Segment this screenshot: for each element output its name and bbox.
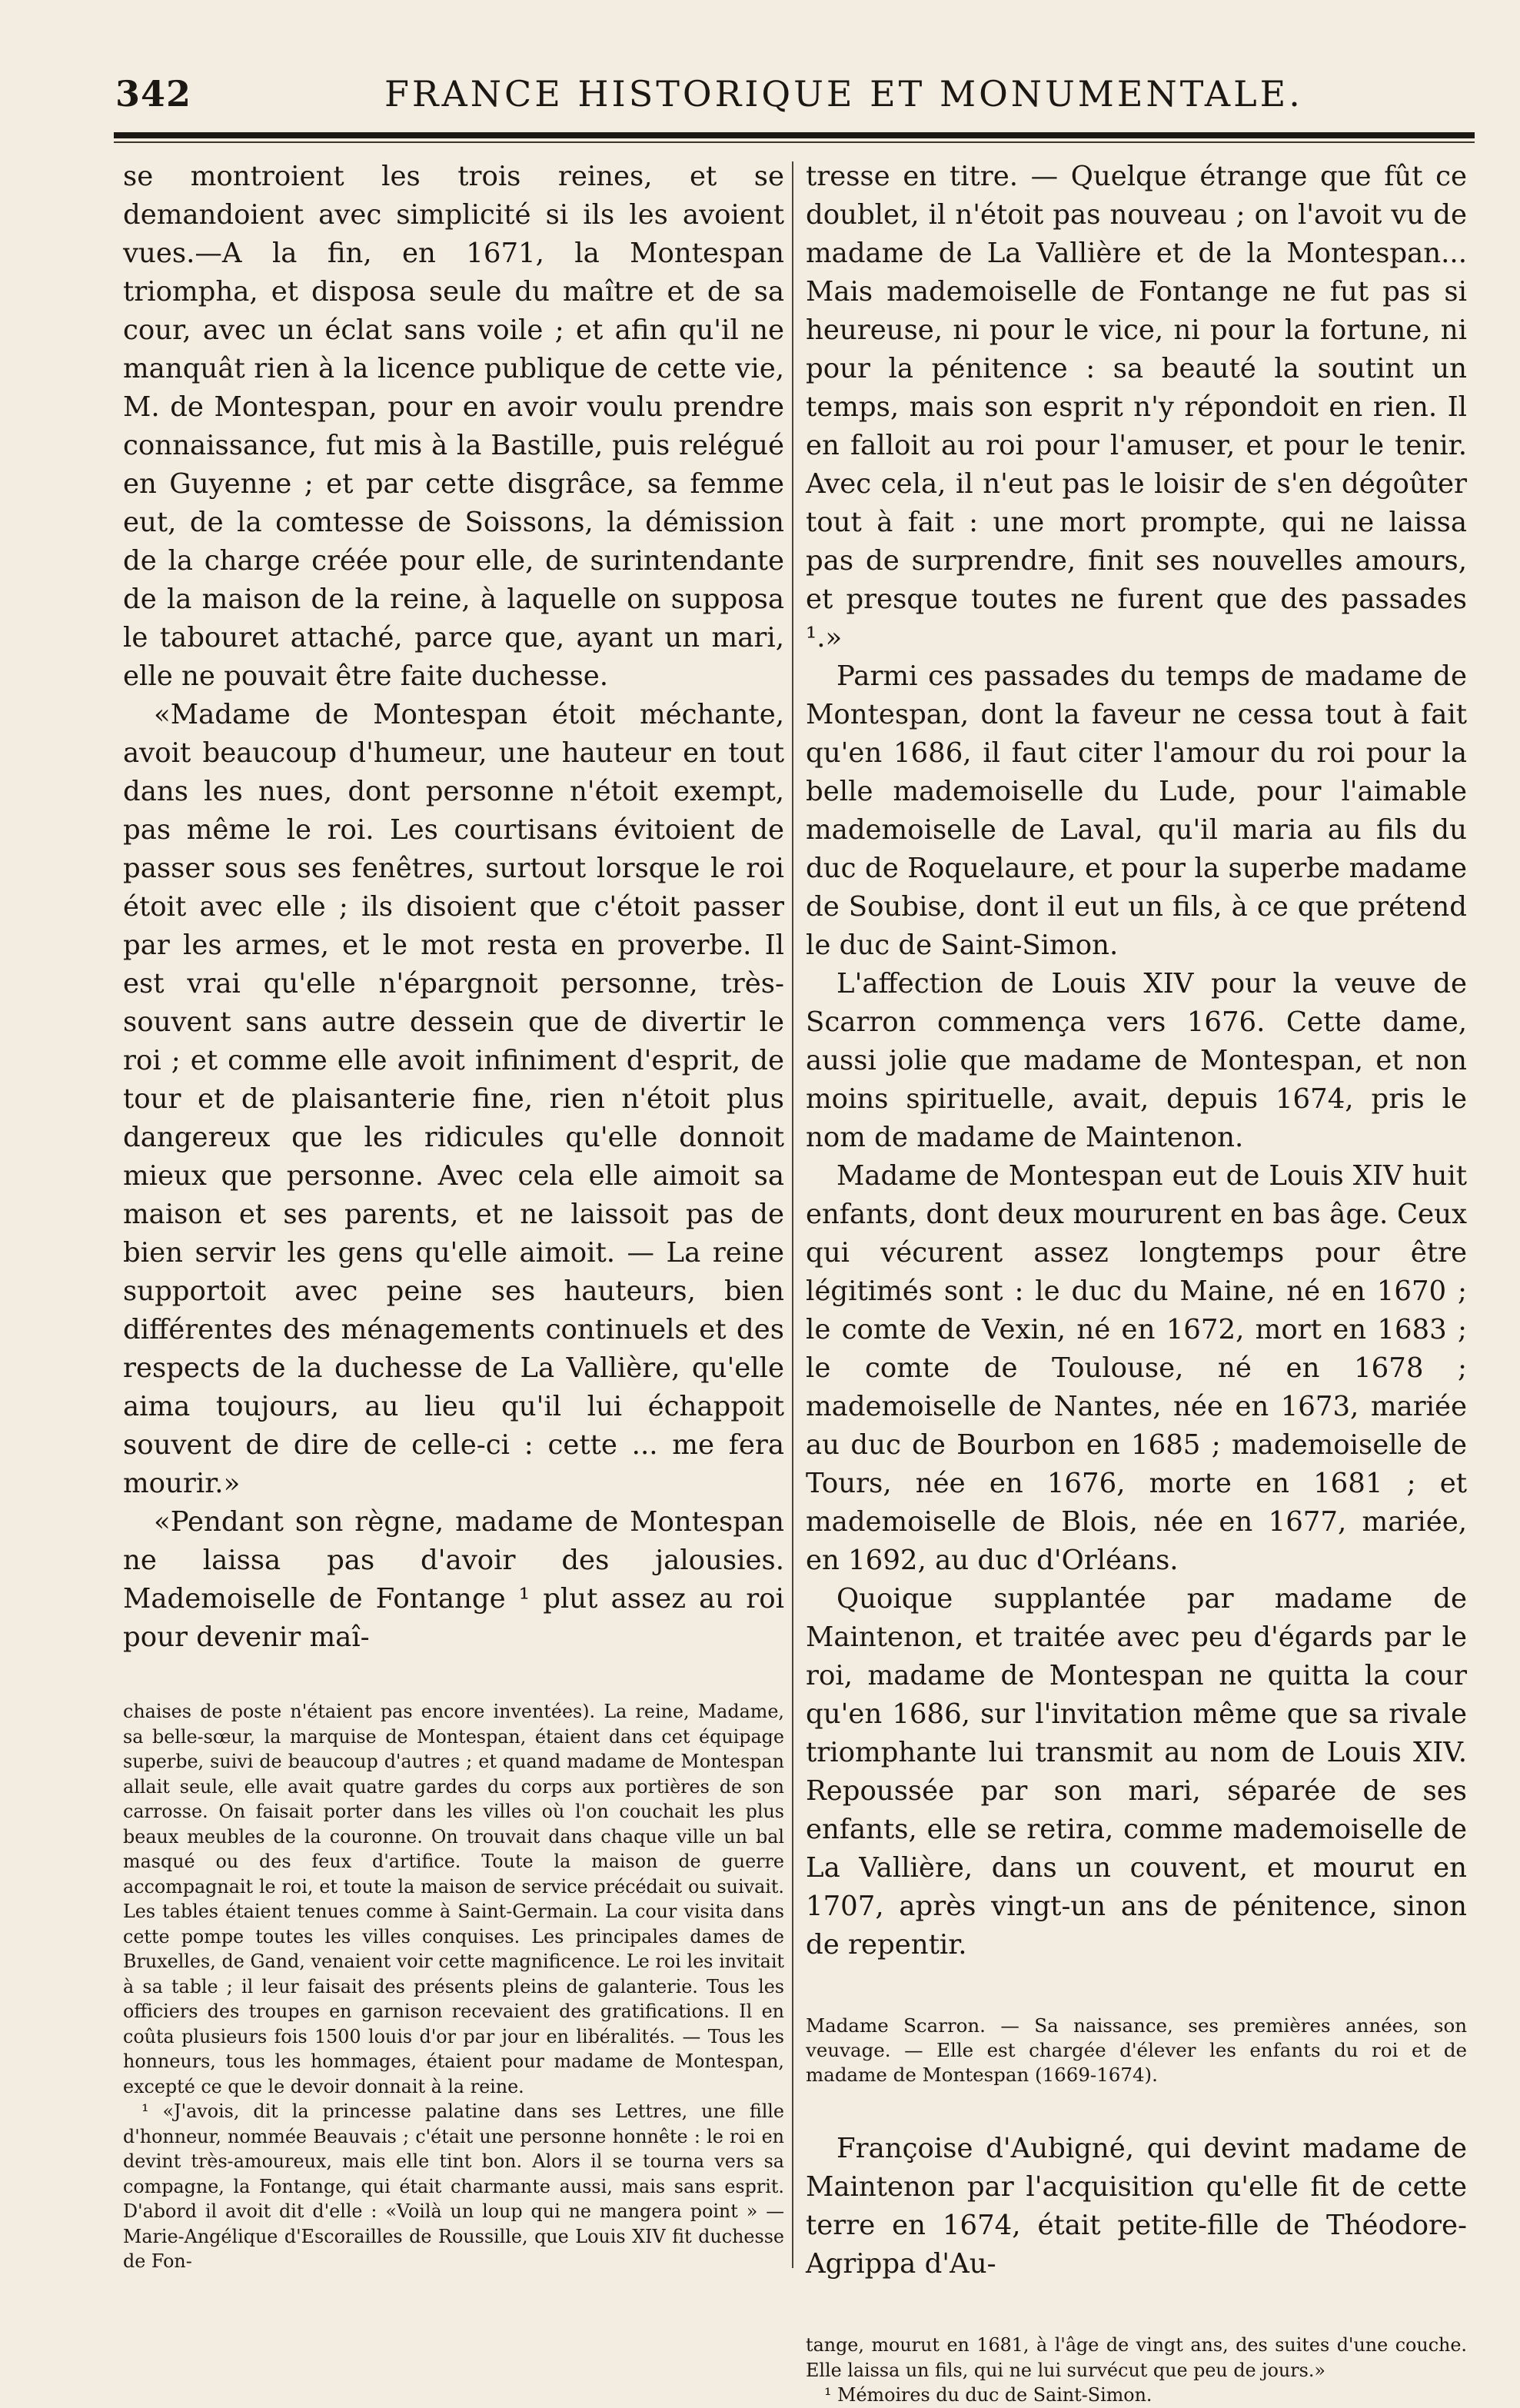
spacer xyxy=(123,1657,784,1699)
page-header xyxy=(115,73,1468,119)
footnote: ¹ «J'avois, dit la princesse palatine dans ses Lettres, une fille d'honneur, nommée Beauvais ; c'était une personne honnête : le roi en devint très-amoureux, mais elle tint bon. Alors il se tourna vers sa compagne, la Fontange, qui était charmante aussi, mais sans esprit. D'abord il avoit dit d'elle : «Voilà un loup qui ne mangera point » — Marie-Angélique d'Escorailles de Roussille, que Louis XIV fit duchesse de Fon- xyxy=(123,2100,784,2272)
section-paragraph: Françoise d'Aubigné, qui devint madame de Maintenon par l'acquisition qu'elle fit de cette terre en 1674, était petite-fille de Théodore-Agrippa d'Au- xyxy=(806,2133,1467,2280)
header-rule xyxy=(114,132,1475,138)
body-paragraph: L'affection de Louis XIV pour la veuve de Scarron commença vers 1676. Cette dame, aussi jolie que madame de Montespan, et non moins spirituelle, avait, depuis 1674, pris le nom de madame de Maintenon. xyxy=(806,968,1467,1153)
body-paragraph: Parmi ces passades du temps de madame de Montespan, dont la faveur ne cessa tout à fait qu'en 1686, il faut citer l'amour du roi pour la belle mademoiselle du Lude, pour l'aimable mademoiselle de Laval, qu'il maria au fils du duc de Roquelaure, et pour la superbe madame de Soubise, dont il eut un fils, à ce que prétend le duc de Saint-Simon. xyxy=(806,660,1467,961)
body-paragraph: tresse en titre. — Quelque étrange que fût ce doublet, il n'étoit pas nouveau ; on l'avoit vu de madame de La Vallière et de la Montespan... Mais mademoiselle de Fontange ne fut pas si heureuse, ni pour le vice, ni pour la fortune, ni pour la pénitence : sa beauté la soutint un temps, mais son esprit n'y répondoit en rien. Il en falloit au roi pour l'amuser, et pour le tenir. Avec cela, il n'eut pas le loisir de s'en dégoûter tout à fait : une mort prompte, qui ne laissa pas de surprendre, finit ses nouvelles amours, et presque toutes ne furent que des passades ¹.» xyxy=(806,161,1467,654)
left-column xyxy=(123,158,784,2274)
body-paragraph: se montroient les trois reines, et se demandoient avec simplicité si ils les avoient vues.—A la fin, en 1671, la Montespan triompha, et disposa seule du maître et de sa cour, avec un éclat sans voile ; et afin qu'il ne manquât rien à la licence publique de cette vie, M. de Montespan, pour en avoir voulu prendre connaissance, fut mis à la Bastille, puis relégué en Guyenne ; et par cette disgrâce, sa femme eut, de la comtesse de Soissons, la démission de la charge créée pour elle, de surintendante de la maison de la reine, à laquelle on supposa le tabouret attaché, parce que, ayant un mari, elle ne pouvait être faite duchesse. xyxy=(123,161,784,692)
spacer xyxy=(806,2283,1467,2333)
footnote: ¹ Mémoires du duc de Saint-Simon. xyxy=(824,2384,1152,2406)
body-paragraph: «Pendant son règne, madame de Montespan ne laissa pas d'avoir des jalousies. Mademoiselle de Fontange ¹ plut assez au roi pour devenir maî- xyxy=(123,1506,784,1653)
section-summary: Madame Scarron. — Sa naissance, ses premières années, son veuvage. — Elle est chargée d'élever les enfants du roi et de madame de Montespan (1669-1674). xyxy=(806,2014,1467,2086)
page-number: 342 xyxy=(115,73,192,115)
spacer xyxy=(806,1964,1467,2014)
footnote: chaises de poste n'étaient pas encore inventées). La reine, Madame, sa belle-sœur, la marquise de Montespan, étaient dans cet équipage superbe, suivi de beaucoup d'autres ; et quand madame de Montespan allait seule, elle avait quatre gardes du corps aux portières de son carrosse. On faisait porter dans les villes où l'on couchait les plus beaux meubles de la couronne. On trouvait dans chaque ville un bal masqué ou des feux d'artifice. Toute la maison de guerre accompagnait le roi, et toute la maison de service précédait ou suivait. Les tables étaient tenues comme à Saint-Germain. La cour visita dans cette pompe toutes les villes conquises. Les principales dames de Bruxelles, de Gand, venaient voir cette magnificence. Le roi les invitait à sa table ; il leur faisait des présents pleins de galanterie. Tous les officiers des troupes en garnison recevaient des gratifications. Il en coûta plusieurs fois 1500 louis d'or par jour en libéralités. — Tous les honneurs, tous les hommages, étaient pour madame de Montespan, excepté ce que le devoir donnait à la reine. xyxy=(123,1701,784,2097)
spacer xyxy=(806,2087,1467,2130)
body-paragraph: Quoique supplantée par madame de Maintenon, et traitée avec peu d'égards par le roi, madame de Montespan ne quitta la cour qu'en 1686, sur l'invitation même que sa rivale triomphante lui transmit au nom de Louis XIV. Repoussée par son mari, séparée de ses enfants, elle se retira, comme mademoiselle de La Vallière, dans un couvent, et mourut en 1707, après vingt-un ans de pénitence, sinon de repentir. xyxy=(806,1583,1467,1961)
column-divider xyxy=(792,161,793,2268)
right-column xyxy=(806,158,1467,2408)
header-rule-thin xyxy=(114,141,1475,143)
body-paragraph: «Madame de Montespan étoit méchante, avoit beaucoup d'humeur, une hauteur en tout dans les nues, dont personne n'étoit exempt, pas même le roi. Les courtisans évitoient de passer sous ses fenêtres, surtout lorsque le roi étoit avec elle ; ils disoient que c'étoit passer par les armes, et le mot resta en proverbe. Il est vrai qu'elle n'épargnoit personne, très-souvent sans autre dessein que de divertir le roi ; et comme elle avoit infiniment d'esprit, de tour et de plaisanterie fine, rien n'étoit plus dangereux que les ridicules qu'elle donnoit mieux que personne. Avec cela elle aimoit sa maison et ses parents, et ne laissoit pas de bien servir les gens qu'elle aimoit. — La reine supportoit avec peine ses hauteurs, bien différentes des ménagements continuels et des respects de la duchesse de La Vallière, qu'elle aima toujours, au lieu qu'il lui échappoit souvent de dire de celle-ci : cette ... me fera mourir.» xyxy=(123,699,784,1499)
footnote: tange, mourut en 1681, à l'âge de vingt ans, des suites d'une couche. Elle laissa un fils, qui ne lui survécut que peu de jours.» xyxy=(806,2334,1467,2381)
running-title: FRANCE HISTORIQUE ET MONUMENTALE. xyxy=(384,73,1303,115)
body-paragraph: Madame de Montespan eut de Louis XIV huit enfants, dont deux moururent en bas âge. Ceux qui vécurent assez longtemps pour être légitimés sont : le duc du Maine, né en 1670 ; le comte de Vexin, né en 1672, mort en 1683 ; le comte de Toulouse, né en 1678 ; mademoiselle de Nantes, née en 1673, mariée au duc de Bourbon en 1685 ; mademoiselle de Tours, née en 1676, morte en 1681 ; et mademoiselle de Blois, née en 1677, mariée, en 1692, au duc d'Orléans. xyxy=(806,1160,1467,1576)
